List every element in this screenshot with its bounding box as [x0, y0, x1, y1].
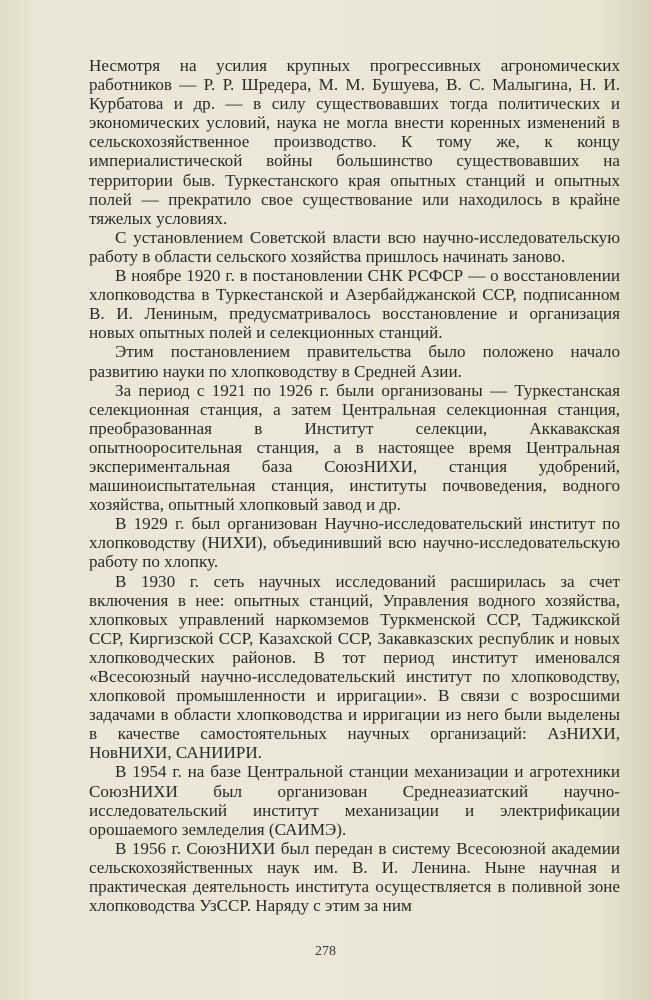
paragraph-8: В 1954 г. на базе Центральной станции механизации и агротехники СоюзНИХИ был организован Среднеазиатский научно-исследовательский институт механизации и электрификации орошаемого земледелия (САИМЭ). [89, 762, 620, 839]
paragraph-3: В ноябре 1920 г. в постановлении СНК РСФСР — о восстановлении хлопководства в Туркестанской и Азербайджанской ССР, подписанном В. И. Лениным, предусматривалось восстановление и организация новых опытных полей и селекционных станций. [89, 266, 620, 343]
paragraph-7: В 1930 г. сеть научных исследований расширилась за счет включения в нее: опытных станций, Управления водного хозяйства, хлопковых управлений наркомземов Туркменской ССР, Таджикской ССР, Киргизской ССР, Казахской ССР, Закавказских республик и новых хлопководческих районов. В тот период институт именовался «Всесоюзный научно-исследовательский институт по хлопководству, хлопковой промышленности и ирригации». В связи с возросшими задачами в области хлопководства и ирригации из него были выделены в качестве самостоятельных научных организаций: АзНИХИ, НовНИХИ, САНИИРИ. [89, 571, 620, 763]
paragraph-9: В 1956 г. СоюзНИХИ был передан в систему Всесоюзной академии сельскохозяйственных наук им. В. И. Ленина. Ныне научная и практическая деятельность института осуществляется в поливной зоне хлопководства УзССР. Наряду с этим за ним [89, 838, 620, 916]
paragraph-5: За период с 1921 по 1926 г. были организованы — Туркестанская селекционная станция, а затем Центральная селекционная станция, преобразованная в Институт селекции, Аккавакская опытнооросительная станция, а в настоящее время Центральная экспериментальная база СоюзНИХИ, станция удобрений, машиноиспытательная станция, институты почвоведения, водного хозяйства, опытный хлопковый завод и др. [89, 380, 620, 515]
page-number: 278 [315, 944, 336, 959]
body-text [89, 56, 620, 915]
paragraph-6: В 1929 г. был организован Научно-исследовательский институт по хлопководству (НИХИ), объединивший всю научно-исследовательскую работу по хлопку. [89, 514, 620, 572]
paragraph-1: Несмотря на усилия крупных прогрессивных агрономических работников — Р. Р. Шредера, М. М. Бушуева, В. С. Малыгина, Н. И. Курбатова и др. — в силу существовавших тогда политических и экономических условий, наука не могла внести коренных изменений в сельскохозяйственное производство. К тому же, к концу империалистической войны большинство существовавших на территории быв. Туркестанского края опытных станций и опытных полей — прекратило свое существование или находилось в крайне тяжелых условиях. [89, 56, 620, 228]
paragraph-4: Этим постановлением правительства было положено начало развитию науки по хлопководству в Средней Азии. [89, 342, 620, 381]
paragraph-2: С установлением Советской власти всю научно-исследовательскую работу в области сельского хозяйства пришлось начинать заново. [89, 227, 620, 266]
